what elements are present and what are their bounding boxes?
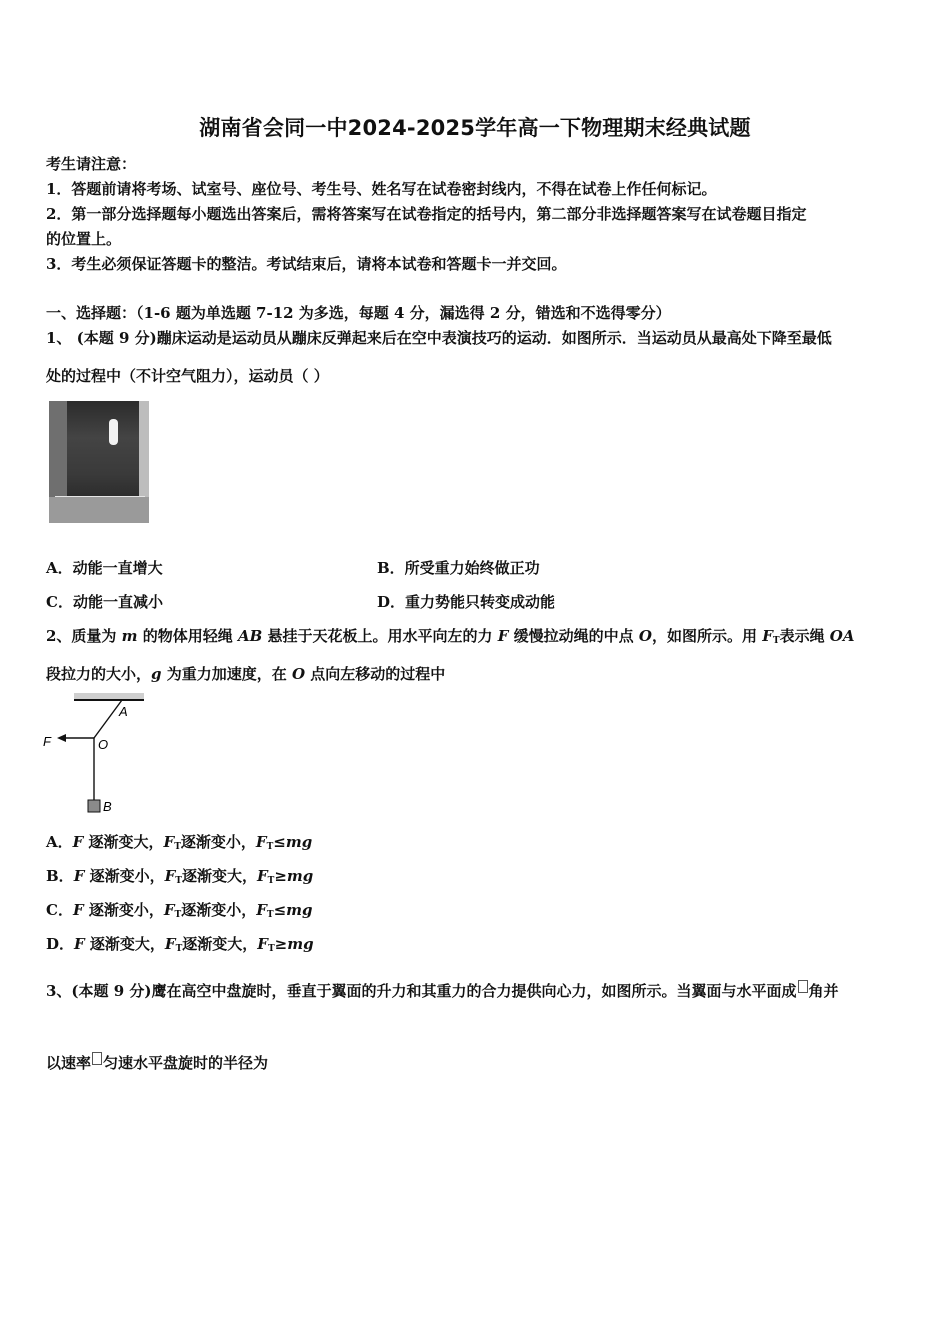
athlete-figure xyxy=(109,419,118,445)
q2-text-line1: 2、质量为 m 的物体用轻绳 AB 悬挂于天花板上。用水平向左的力 F 缓慢拉动绳的中点 O，如图所示。用 $F_T$表示绳 OA xyxy=(46,627,855,646)
q2-option-a: A．F 逐渐变大，$F_T$逐渐变小，$F_T\le mg$ xyxy=(46,833,313,852)
ceiling xyxy=(74,693,144,699)
q2-option-c: C．F 逐渐变小，$F_T$逐渐变小，$F_T\le mg$ xyxy=(46,901,313,920)
missing-symbol-icon xyxy=(798,980,808,993)
q1-option-b: B．所受重力始终做正功 xyxy=(377,559,540,577)
q2-option-d: D．F 逐渐变大，$F_T$逐渐变大，$F_T\ge mg$ xyxy=(46,935,314,954)
notice-item-3: 3．考生必须保证答题卡的整洁。考试结束后，请将本试卷和答题卡一并交回。 xyxy=(46,255,567,273)
q3-text-line2: 以速率 匀速水平盘旋时的半径为 xyxy=(46,1054,269,1072)
notice-item-1: 1．答题前请将考场、试室号、座位号、考生号、姓名写在试卷密封线内，不得在试卷上作任何标记。 xyxy=(46,180,717,198)
label-f: F xyxy=(43,734,51,749)
label-a: A xyxy=(119,704,128,719)
notice-item-2-cont: 的位置上。 xyxy=(46,230,122,248)
section-heading: 一、选择题：（1-6 题为单选题 7-12 为多选，每题 4 分，漏选得 2 分，错选和不选得零分） xyxy=(46,304,671,322)
trampoline-photo xyxy=(49,401,149,523)
q1-text-line2: 处的过程中（不计空气阻力），运动员（ ） xyxy=(46,367,329,385)
q1-option-c: C．动能一直减小 xyxy=(46,593,163,611)
notice-heading: 考生请注意： xyxy=(46,155,137,173)
missing-symbol-icon xyxy=(92,1052,102,1065)
q1-text-line1: 1、 (本题 9 分)蹦床运动是运动员从蹦床反弹起来后在空中表演技巧的运动．如图所示．当运动员从最高处下降至最低 xyxy=(46,329,832,347)
notice-item-2: 2．第一部分选择题每小题选出答案后，需将答案写在试卷指定的括号内，第二部分非选择题答案写在试卷题目指定 xyxy=(46,205,807,223)
rope-diagram xyxy=(40,690,150,815)
label-o: O xyxy=(98,737,109,752)
q1-option-a: A．动能一直增大 xyxy=(46,559,163,577)
q2-text-line2: 段拉力的大小，g 为重力加速度，在 O 点向左移动的过程中 xyxy=(46,665,446,683)
q2-option-b: B．F 逐渐变小，$F_T$逐渐变大，$F_T\ge mg$ xyxy=(46,867,314,886)
q1-option-d: D．重力势能只转变成动能 xyxy=(377,593,556,611)
mass-block xyxy=(88,800,100,812)
label-b: B xyxy=(103,799,112,814)
q3-text-line1: 3、(本题 9 分)鹰在高空中盘旋时，垂直于翼面的升力和其重力的合力提供向心力，如图所示。当翼面与水平面成 角并 xyxy=(46,982,839,1000)
page-title: 湖南省会同一中2024-2025学年高一下物理期末经典试题 xyxy=(199,116,751,140)
rope-oa xyxy=(94,700,122,738)
